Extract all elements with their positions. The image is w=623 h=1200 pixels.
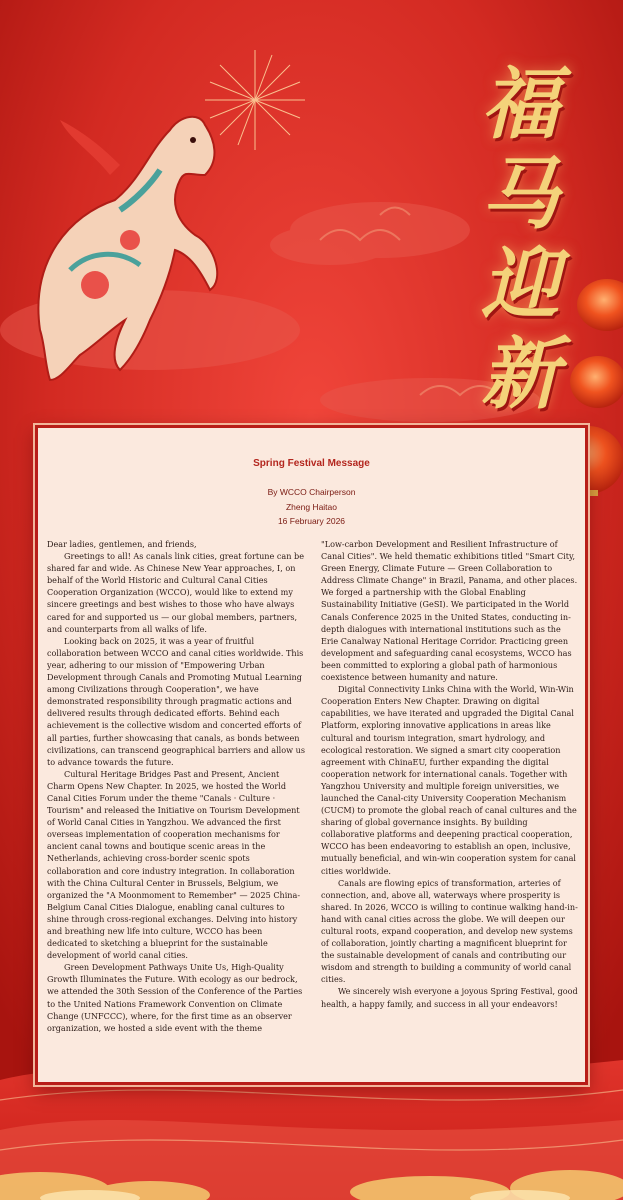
message-title: Spring Festival Message [253,458,370,469]
message-card [35,425,588,1085]
paragraph: Looking back on 2025, it was a year of fruitful collaboration between WCCO and canal cities worldwide. This year, adhering to our mission of "Empowering Urban Development through Canals and Promoting Mutual Learning among Civilizations through Cooperation", we have demonstrated responsibility through pragmatic actions and delivered results through dedicated efforts. Behind each achievement is the collective wisdom and concerted efforts of all parties, further showcasing that canals, as bonds between civilizations, can transcend geographical barriers and allow us to advance towards the future. [47,635,305,767]
calligraphy-title [470,60,570,420]
calligraphy-char: 福 [480,59,559,150]
message-byline [38,485,585,529]
author-name: Zheng Haitao [285,501,338,512]
paragraph: Canals are flowing epics of transformation, arteries of connection, and, above all, waterways where prosperity is shared. In 2026, WCCO is willing to continue walking hand-in-hand with canal cities across the globe. We will deepen our cultural roots, expand cooperation, and develop new systems of collaboration, jointly charting a magnificent blueprint for the sustainable development of canals and contributing our wisdom and strength to building a community of world canal cities. [321,877,578,985]
paragraph: We sincerely wish everyone a joyous Spring Festival, good health, a happy family, and success in all your endeavors! [321,986,578,1009]
firework-icon [205,50,305,150]
message-left-column [47,538,305,1034]
calligraphy-char: 马 [480,149,559,240]
calligraphy-char: 新 [480,329,559,420]
paragraph: Greetings to all! As canals link cities, great fortune can be shared far and wide. As Chinese New Year approaches, I, on behalf of the World Historic and Cultural Canal Cities Cooperation Organization (WCCO), would like to extend my sincere greetings and best wishes to those who have always cared for and supported us — our global members, partners, and counterparts from all walks of life. [47,551,304,634]
paragraph: Cultural Heritage Bridges Past and Present, Ancient Charm Opens New Chapter. In 2025, we hosted the World Canal Cities Forum under the theme "Canals · Culture · Tourism" and released the Initiative on Tourism Development of World Canal Cities in Yangzhou. We advanced the first overseas implementation of cooperation mechanisms for ancient canal towns and boutique scenic areas in the Netherlands, achieving cross-border scenic spots collaboration and core industry integration. In collaboration with the China Cultural Center in Brussels, Belgium, we organized the "A Moonmoment to Remember" — 2025 China-Belgium Canal Cities Dialogue, enabling canal cultures to shine through cross-regional exchanges. Delving into history and breathing new life into culture, WCCO has been dedicated to sketching a blueprint for the sustainable development of world canal cities. [47,768,301,961]
message-body [47,538,578,1078]
calligraphy-char: 迎 [480,239,559,330]
paragraph: Digital Connectivity Links China with the World, Win-Win Cooperation Enters New Chapter. Drawing on digital capabilities, we have iterated and upgraded the Digital Canal Platform, exploring innovative applications in areas like cultural and tourism integration, smart hydrology, and ecological restoration. We signed a smart city cooperation agreement with ChinaEU, further expanding the digital cooperation network for international canals. Together with Yangzhou University and multiple foreign universities, we launched the Canal-city University Cooperation Mechanism (CUCM) to promote the global reach of canal cultures and the sharing of global governance insights. By building collaborative platforms and deepening practical cooperation, WCCO has been endeavoring to establish an open, inclusive, mutually beneficial, and win-win cooperation system for canal cities worldwide. [321,684,577,876]
author-line: By WCCO Chairperson [267,487,356,497]
message-date: 16 February 2026 [277,516,346,526]
paragraph: "Low-carbon Development and Resilient Infrastructure of Canal Cities". We held thematic exhibitions titled "Smart City, Green Energy, Climate Future — Green Collaboration to Address Climate Change" in Brazil, Panama, and other places. We forged a partnership with the Global Enabling Sustainability Initiative (GeSI). We participated in the World Canals Conference 2025 in the United States, conducting in-depth dialogues with international institutions such as the Erie Canalway National Heritage Corridor. Practicing green development and safeguarding canal ecosystems, WCCO has been committed to exploring a global path of harmonious coexistence between humanity and nature. [321,539,578,683]
paragraph: Green Development Pathways Unite Us, High-Quality Growth Illuminates the Future. With ecology as our bedrock, we attended the 30th Session of the Conference of the Parties to the United Nations Framework Convention on Climate Change (UNFCCC), where, for the first time as an observer organization, we hosted a side event with the theme [47,962,303,1033]
message-right-column [321,538,579,1010]
paragraph: Dear ladies, gentlemen, and friends, [47,539,197,549]
